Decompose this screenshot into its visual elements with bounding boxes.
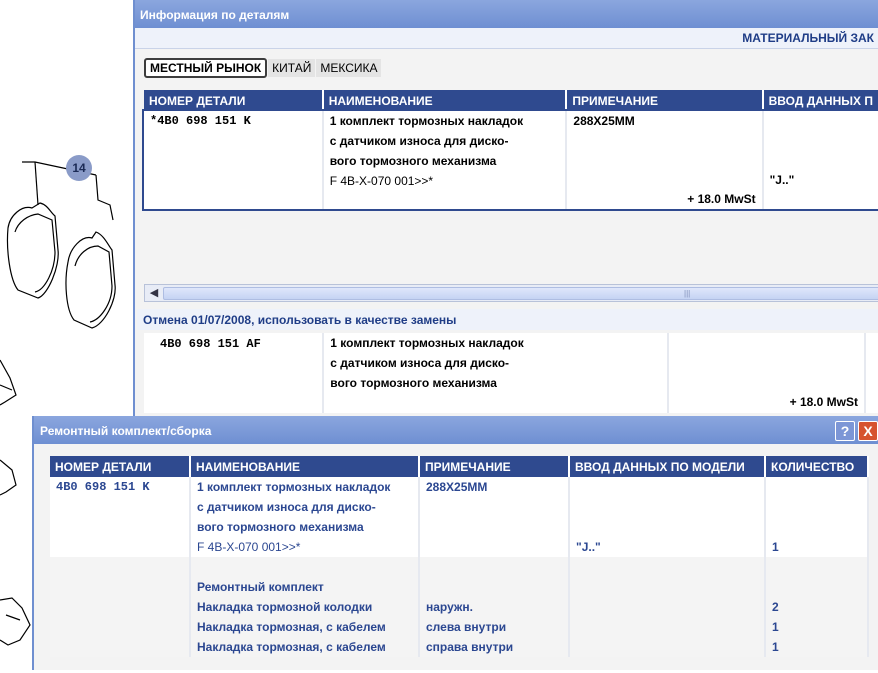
part-name-line: с датчиком износа для диско-: [197, 500, 376, 514]
table-header-row: [50, 456, 868, 477]
part-name-line: вого тормозного механизма: [197, 520, 364, 534]
part-name-line: 1 комплект тормозных накладок: [330, 336, 524, 350]
part-number[interactable]: 4B0 698 151 K: [56, 480, 150, 494]
table-row[interactable]: [50, 597, 868, 617]
part-number[interactable]: *4B0 698 151 K: [150, 114, 251, 128]
part-info-titlebar[interactable]: Информация по деталям: [135, 0, 878, 28]
replacement-table: [144, 333, 878, 413]
table-header-row: [144, 90, 878, 111]
replacement-part-number[interactable]: 4B0 698 151 AF: [160, 337, 261, 351]
replacement-section-title: Отмена 01/07/2008, использовать в качестве замены: [137, 309, 878, 330]
part-name-line: вого тормозного механизма: [329, 154, 497, 168]
kit-item-qty: 2: [765, 597, 868, 617]
column-header-part-number[interactable]: НОМЕР ДЕТАЛИ: [50, 456, 190, 477]
kit-item-note: справа внутри: [419, 637, 569, 657]
part-name-line: F 4B-X-070 001>>*: [329, 174, 434, 188]
part-name-line: с датчиком износа для диско-: [329, 134, 509, 148]
repair-kit-titlebar[interactable]: [34, 416, 878, 444]
kit-item-note: наружн.: [419, 597, 569, 617]
part-note: 288X25MM: [573, 114, 635, 128]
scrollbar-thumb[interactable]: [163, 287, 878, 300]
callout-number[interactable]: 14: [72, 161, 86, 175]
tab-china[interactable]: КИТАЙ: [268, 59, 315, 77]
kit-item-name: Накладка тормозной колодки: [190, 597, 419, 617]
part-note: 288X25MM: [419, 477, 569, 557]
table-row[interactable]: [50, 617, 868, 637]
part-name-line: 1 комплект тормозных накладок: [329, 114, 524, 128]
kit-item-qty: 1: [765, 617, 868, 637]
repair-kit-table: [50, 456, 869, 657]
help-button[interactable]: ?: [835, 421, 855, 441]
column-header-quantity[interactable]: КОЛИЧЕСТВО: [765, 456, 868, 477]
table-row[interactable]: [144, 111, 878, 209]
model-input: "J..": [769, 173, 795, 187]
table-row[interactable]: [50, 477, 868, 557]
column-header-note[interactable]: ПРИМЕЧАНИЕ: [419, 456, 569, 477]
quantity: 1: [765, 477, 868, 557]
part-name-line: 1 комплект тормозных накладок: [197, 480, 391, 494]
model-input: "J..": [569, 477, 765, 557]
column-header-name[interactable]: НАИМЕНОВАНИЕ: [323, 90, 567, 111]
horizontal-scrollbar[interactable]: [144, 284, 878, 302]
kit-item-name: Накладка тормозная, с кабелем: [190, 637, 419, 657]
kit-item-name: Накладка тормозная, с кабелем: [190, 617, 419, 637]
table-row[interactable]: [50, 557, 868, 597]
market-tabs: [144, 58, 382, 80]
column-header-model-input[interactable]: ВВОД ДАННЫХ ПО МОДЕЛИ: [569, 456, 765, 477]
kit-item-qty: 1: [765, 637, 868, 657]
part-info-window: [133, 0, 878, 420]
part-name-line: F 4B-X-070 001>>*: [197, 540, 301, 554]
replacement-price: + 18.0 MwSt: [789, 395, 858, 409]
column-header-name[interactable]: НАИМЕНОВАНИЕ: [190, 456, 419, 477]
tab-mexico[interactable]: МЕКСИКА: [316, 59, 381, 77]
grip-icon: |||: [684, 289, 691, 298]
part-price: + 18.0 MwSt: [687, 192, 756, 206]
material-order-header: МАТЕРИАЛЬНЫЙ ЗАК: [135, 28, 878, 49]
table-row[interactable]: [50, 637, 868, 657]
kit-item-note: слева внутри: [419, 617, 569, 637]
column-header-part-number[interactable]: НОМЕР ДЕТАЛИ: [144, 90, 323, 111]
scroll-left-icon[interactable]: ◀: [149, 287, 159, 299]
kit-label: Ремонтный комплект: [190, 557, 419, 597]
table-row[interactable]: [144, 333, 878, 413]
close-button[interactable]: X: [858, 421, 878, 441]
tab-local-market[interactable]: МЕСТНЫЙ РЫНОК: [144, 58, 267, 78]
part-name-line: вого тормозного механизма: [330, 376, 497, 390]
part-name-line: с датчиком износа для диско-: [330, 356, 510, 370]
repair-kit-title: Ремонтный комплект/сборка: [40, 424, 212, 438]
parts-table: [144, 90, 878, 209]
column-header-model-input[interactable]: ВВОД ДАННЫХ П: [763, 90, 878, 111]
column-header-note[interactable]: ПРИМЕЧАНИЕ: [566, 90, 762, 111]
repair-kit-window: [32, 416, 878, 670]
